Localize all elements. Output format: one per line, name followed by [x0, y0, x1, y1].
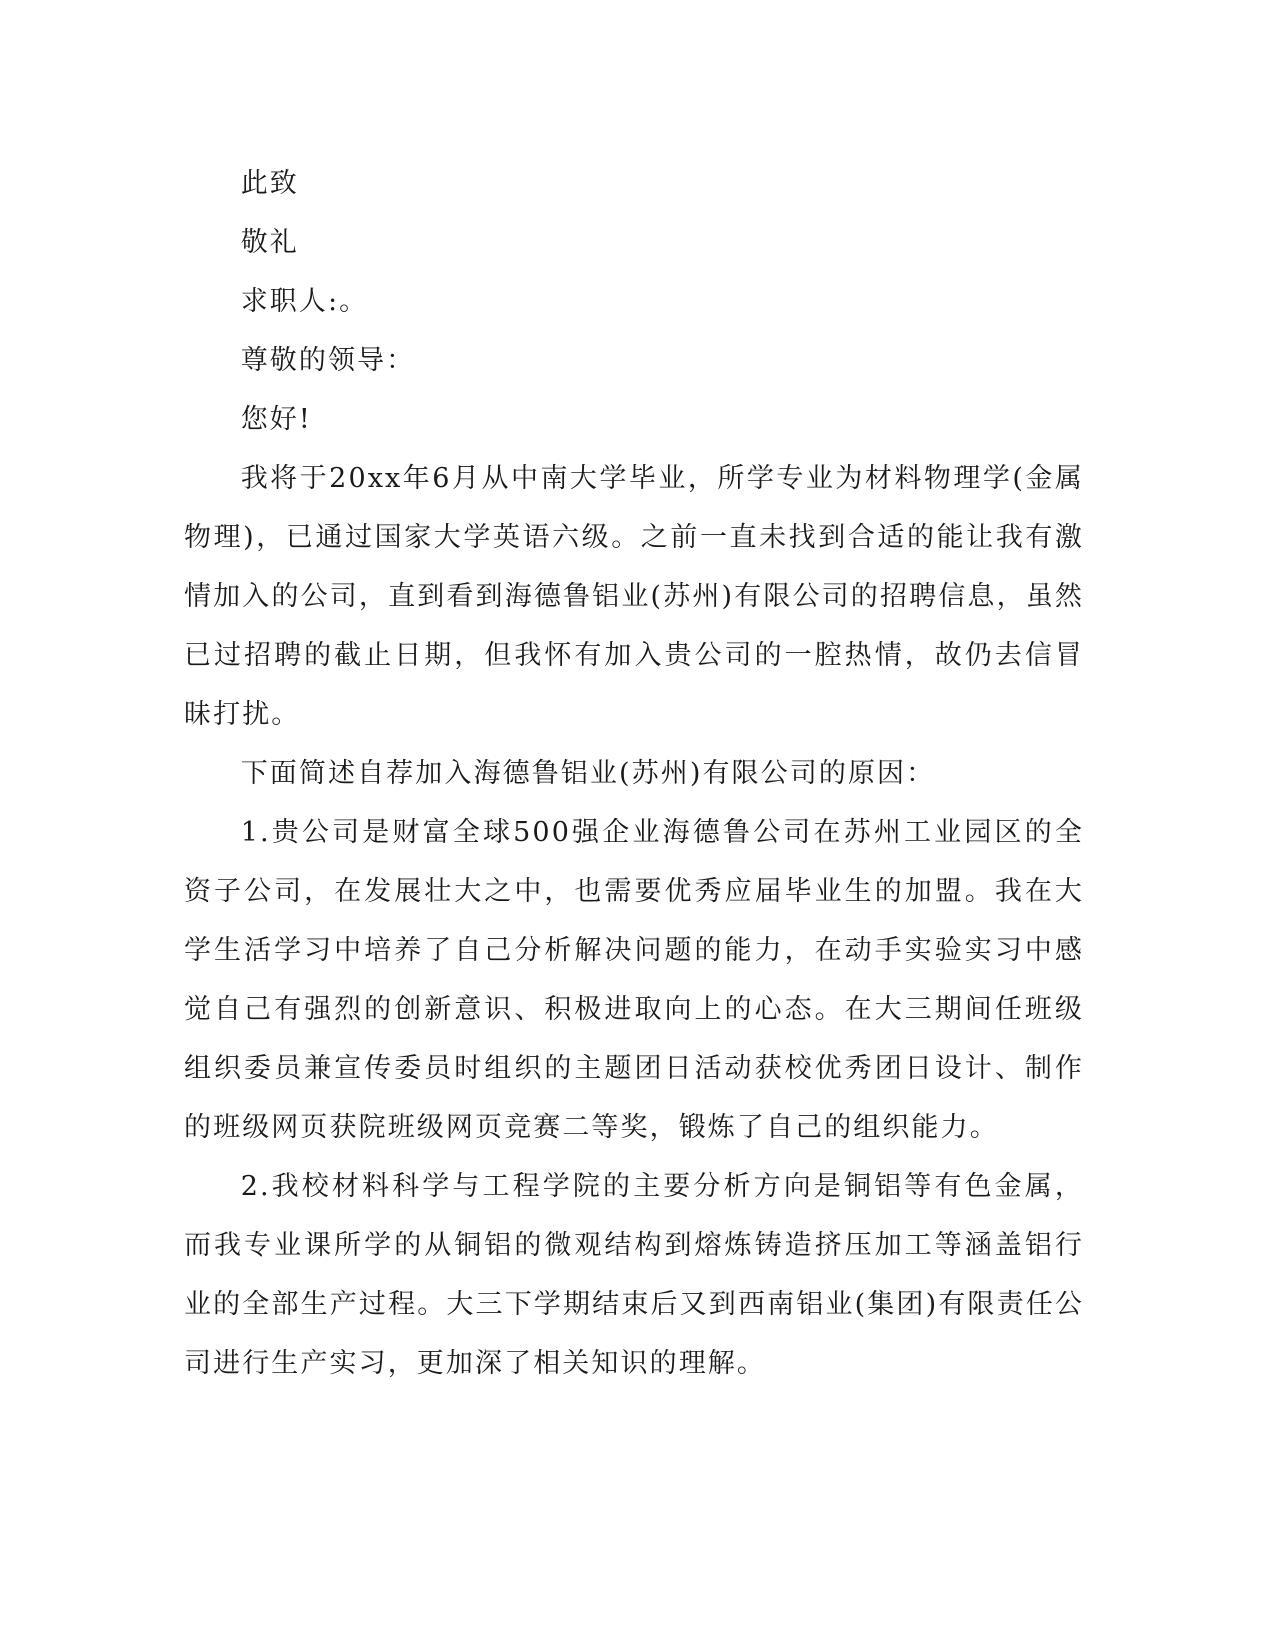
paragraph-reason-2: 2.我校材料科学与工程学院的主要分析方向是铜铝等有色金属，而我专业课所学的从铜铝的微观结构到熔炼铸造挤压加工等涵盖铝行业的全部生产过程。大三下学期结束后又到西南铝业(集团)有限责任公司进行生产实习，更加深了相关知识的理解。	[184, 1171, 1084, 1379]
letter-body	[184, 154, 1084, 1393]
signature-line: 求职人:。	[240, 286, 369, 317]
paragraph-reason-1: 1.贵公司是财富全球500强企业海德鲁公司在苏州工业园区的全资子公司，在发展壮大之中，也需要优秀应届毕业生的加盟。我在大学生活学习中培养了自己分析解决问题的能力，在动手实验实习中感觉自己有强烈的创新意识、积极进取向上的心态。在大三期间任班级组织委员兼宣传委员时组织的主题团日活动获校优秀团日设计、制作的班级网页获院班级网页竞赛二等奖，锻炼了自己的组织能力。	[184, 817, 1084, 1143]
salutation: 尊敬的领导：	[240, 345, 416, 376]
paragraph-reasons-heading: 下面简述自荐加入海德鲁铝业(苏州)有限公司的原因：	[240, 758, 936, 789]
closing-line-1: 此致	[240, 168, 299, 199]
closing-line-2: 敬礼	[240, 227, 299, 258]
paragraph-intro: 我将于20xx年6月从中南大学毕业，所学专业为材料物理学(金属物理)，已通过国家大学英语六级。之前一直未找到合适的能让我有激情加入的公司，直到看到海德鲁铝业(苏州)有限公司的招聘信息，虽然已过招聘的截止日期，但我怀有加入贵公司的一腔热情，故仍去信冒昧打扰。	[184, 463, 1084, 730]
greeting: 您好!	[240, 404, 312, 435]
